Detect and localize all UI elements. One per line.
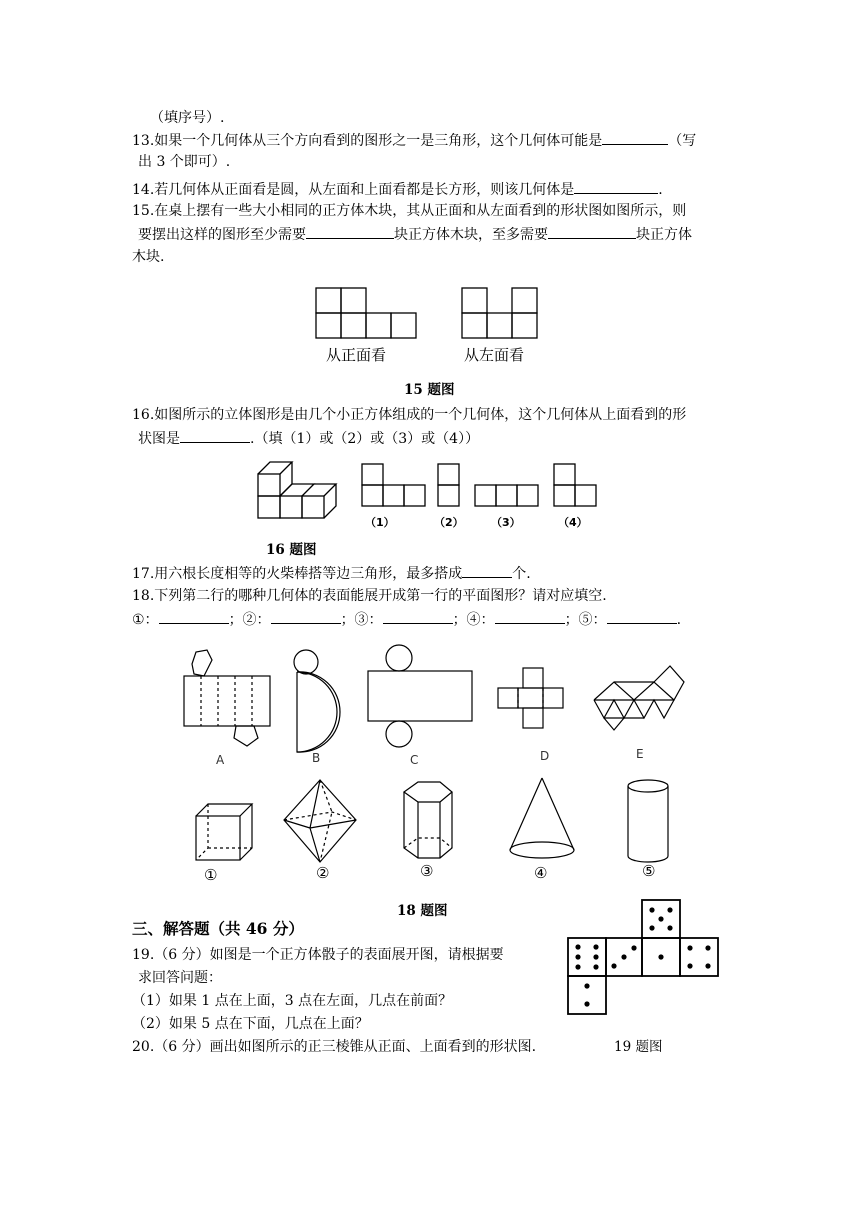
question-16 <box>132 405 686 425</box>
solid-hex-prism <box>404 782 452 858</box>
question-15 <box>132 201 686 221</box>
q15-front-cell <box>341 288 366 313</box>
q16-option-1 <box>362 464 425 506</box>
q13-text: 如果一个几何体从三个方向看到的图形之一是三角形，这个几何体可能是 <box>154 133 603 149</box>
question-17 <box>132 563 531 584</box>
net-a <box>184 650 270 746</box>
q16-line2 <box>138 428 479 449</box>
q17-text: 用六根长度相等的火柴棒搭等边三角形，最多搭成 <box>154 566 463 582</box>
q13-line2: 出 3 个即可）. <box>138 154 231 170</box>
q15-front-cell <box>391 313 416 338</box>
q16-option-4 <box>554 464 596 506</box>
q18-figure <box>170 640 730 900</box>
question-19 <box>132 945 504 965</box>
net-d <box>498 668 563 728</box>
q16-text-b: 状图是 <box>138 431 180 447</box>
label-c: C <box>410 753 419 767</box>
q18-label-1: ①： <box>132 612 159 628</box>
q16-figure <box>250 452 610 538</box>
q14-number: 14. <box>132 182 155 198</box>
q16-solid <box>258 462 336 518</box>
q18-label-4: ；④： <box>452 612 495 628</box>
question-13 <box>132 130 696 151</box>
q19-line2: 求回答问题： <box>138 970 222 986</box>
q15-front-cell <box>366 313 391 338</box>
q18-number: 18. <box>132 588 155 604</box>
q15-text: 在桌上摆有一些大小相同的正方体木块，其从正面和从左面看到的形状图如图所示，则 <box>154 203 687 219</box>
die-face-2 <box>568 976 606 1014</box>
die-face-6 <box>568 938 606 976</box>
q15-text-d: 块正方体 <box>636 227 692 243</box>
q18-blank-1[interactable] <box>159 609 229 624</box>
q16-option-3-label: （3） <box>491 516 521 529</box>
label-4: ④ <box>534 864 548 882</box>
section-3-title: 三、解答题（共 46 分） <box>132 919 304 938</box>
q15-left-cell <box>462 313 487 338</box>
label-d: D <box>540 749 550 763</box>
q16-number: 16. <box>132 407 155 423</box>
q14-text: 若几何体从正面看是圆，从左面和上面看都是长方形，则该几何体是 <box>154 182 575 198</box>
q16-text: 如图所示的立体图形是由几个小正方体组成的一个几何体，这个几何体从上面看到的形 <box>154 407 687 423</box>
q16-option-4-label: （4） <box>558 516 588 529</box>
q15-front-cell <box>341 313 366 338</box>
question-20 <box>132 1037 536 1057</box>
q15-front-label: 从正面看 <box>326 346 387 364</box>
q19-dice-net <box>564 896 724 1020</box>
q15-text-b: 要摆出这样的图形至少需要 <box>138 227 306 243</box>
q15-number: 15. <box>132 203 155 219</box>
q16-option-2 <box>438 464 459 506</box>
q16-text-c: .（填（1）或（2）或（3）或（4）） <box>250 431 480 447</box>
label-b: B <box>312 751 321 765</box>
solid-cylinder <box>628 780 668 862</box>
q12-tail: （填序号）. <box>150 110 225 126</box>
q18-label-2: ；②： <box>228 612 271 628</box>
q18-blank-2[interactable] <box>271 609 341 624</box>
label-2: ② <box>316 864 330 882</box>
q15-left-cell <box>512 313 537 338</box>
solid-cube <box>196 804 252 860</box>
q20-text: （6 分）画出如图所示的正三棱锥从正面、上面看到的形状图. <box>154 1039 537 1055</box>
solid-octahedron <box>284 780 356 862</box>
q14-answer-blank[interactable] <box>574 179 658 194</box>
q17-text-b: 个. <box>512 566 531 582</box>
q19-text: （6 分）如图是一个正方体骰子的表面展开图，请根据要 <box>154 947 504 963</box>
q15-left-cell <box>487 313 512 338</box>
label-1: ① <box>204 866 218 884</box>
q15-front-cell <box>316 313 341 338</box>
q14-text-b: . <box>658 182 663 198</box>
q15-caption: 15 题图 <box>404 382 455 398</box>
q15-left-label: 从左面看 <box>464 346 525 364</box>
question-14 <box>132 179 663 200</box>
q18-text: 下列第二行的哪种几何体的表面能展开成第一行的平面图形？请对应填空. <box>154 588 607 604</box>
q17-number: 17. <box>132 566 155 582</box>
label-a: A <box>216 753 225 767</box>
q18-caption: 18 题图 <box>397 903 448 919</box>
q19-caption: 19 题图 <box>614 1039 663 1055</box>
q18-blank-4[interactable] <box>495 609 565 624</box>
q15-text-c: 块正方体木块，至多需要 <box>394 227 548 243</box>
q18-blanks-line <box>132 609 681 630</box>
q15-min-blank[interactable] <box>306 224 394 239</box>
q19-part-1: （1）如果 1 点在上面，3 点在左面，几点在前面？ <box>132 993 453 1009</box>
net-b <box>294 650 340 752</box>
q16-caption: 16 题图 <box>266 542 317 558</box>
q18-label-5: ；⑤： <box>564 612 607 628</box>
q20-number: 20. <box>132 1039 155 1055</box>
question-18 <box>132 586 607 606</box>
net-c <box>368 645 472 747</box>
q15-line2 <box>138 224 692 245</box>
q16-option-2-label: （2） <box>434 516 464 529</box>
label-e: E <box>636 747 644 761</box>
q15-left-cell <box>512 288 537 313</box>
q16-answer-blank[interactable] <box>180 428 250 443</box>
q18-label-3: ；③： <box>340 612 383 628</box>
q17-answer-blank[interactable] <box>462 563 512 578</box>
solid-cone <box>510 778 574 858</box>
q16-option-1-label: （1） <box>365 516 395 529</box>
q19-number: 19. <box>132 947 155 963</box>
q15-front-cell <box>316 288 341 313</box>
q15-max-blank[interactable] <box>548 224 636 239</box>
q18-blank-5[interactable] <box>607 609 677 624</box>
q19-part-2: （2）如果 5 点在下面，几点在上面？ <box>132 1016 369 1032</box>
q18-end: . <box>676 612 682 628</box>
q13-answer-blank[interactable] <box>602 130 668 145</box>
net-e <box>594 666 684 730</box>
label-5: ⑤ <box>642 862 656 880</box>
q13-number: 13. <box>132 133 155 149</box>
q15-left-cell <box>462 288 487 313</box>
q13-text-b: （写 <box>668 133 697 149</box>
q16-option-3 <box>475 485 538 506</box>
q18-blank-3[interactable] <box>383 609 453 624</box>
q15-line3: 木块. <box>132 249 165 265</box>
label-3: ③ <box>420 862 434 880</box>
die-face-4 <box>680 938 718 976</box>
